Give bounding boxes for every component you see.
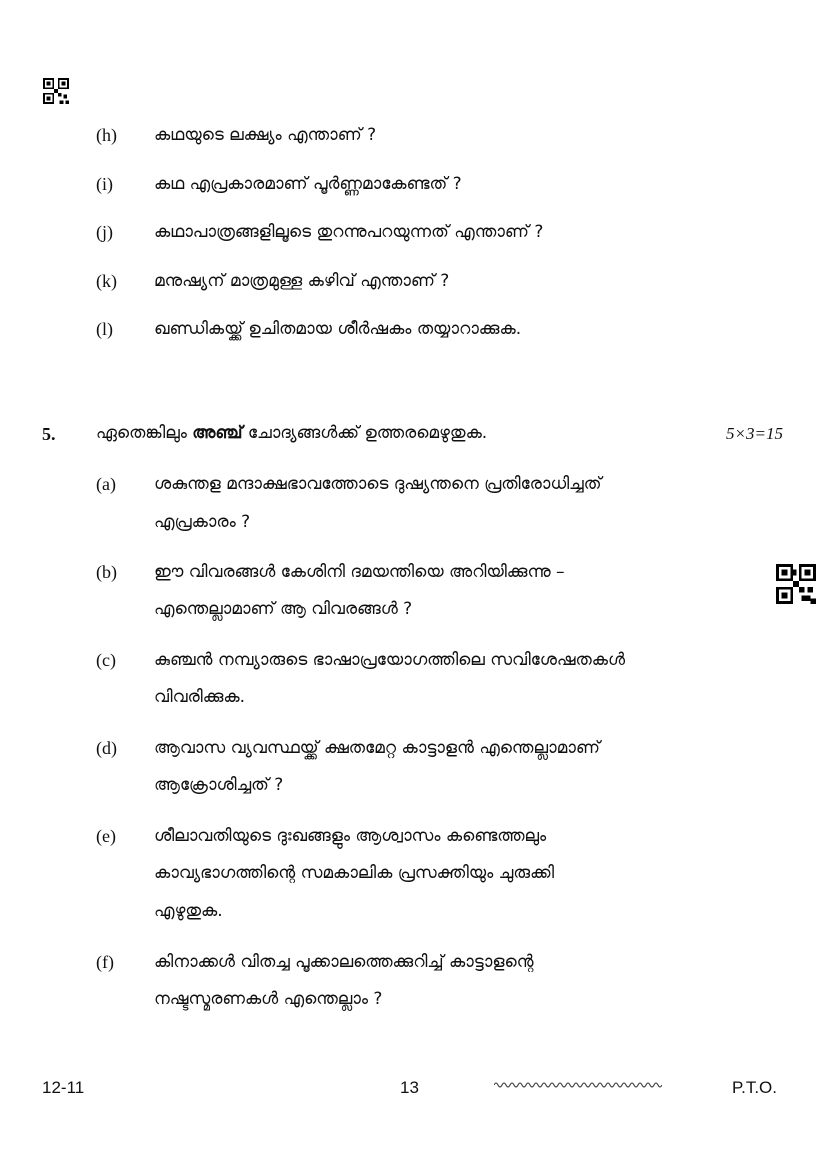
wavy-line-icon <box>494 1080 662 1090</box>
item-text-continued: ആക്രോശിച്ചത് ? <box>154 775 284 795</box>
item-label: (f) <box>96 952 114 972</box>
item-text: കുഞ്ചൻ നമ്പ്യാരുടെ ഭാഷാപ്രയോഗത്തിലെ സവിശേഷതകൾ <box>154 650 626 670</box>
instruction-end: ചോദ്യങ്ങൾക്ക് ഉത്തരമെഴുതുക. <box>242 423 488 443</box>
item-label: (e) <box>96 826 116 846</box>
item-text-continued: നഷ്ടസ്മരണകൾ എന്തെല്ലാം ? <box>154 989 383 1009</box>
item-label: (c) <box>96 650 116 670</box>
item-text: ഖണ്ഡികയ്ക്ക് ഉചിതമായ ശീർഷകം തയ്യാറാക്കുക. <box>154 319 522 339</box>
please-turn-over: P.T.O. <box>731 1078 777 1097</box>
question-number: 5. <box>42 424 56 444</box>
item-text-continued: എഴുതുക. <box>154 901 223 921</box>
qr-code-right-icon <box>776 564 816 604</box>
qr-code-top-left-icon <box>42 78 70 104</box>
item-label: (h) <box>96 125 117 145</box>
item-text: കഥാപാത്രങ്ങളിലൂടെ തുറന്നുപറയുന്നത് എന്താണ് ? <box>154 222 544 242</box>
item-text: കിനാക്കൾ വിതച്ച പൂക്കാലത്തെക്കുറിച്ച് കാട്ടാളന്റെ <box>154 952 534 972</box>
item-text: ശകുന്തള മന്ദാക്ഷഭാവത്തോടെ ദുഷ്യന്തനെ പ്രതിരോധിച്ചത് <box>154 474 602 494</box>
marks-allocation: 5×3=15 <box>726 424 783 443</box>
item-text-continued: വിവരിക്കുക. <box>154 687 246 707</box>
item-text: കഥയുടെ ലക്ഷ്യം എന്താണ് ? <box>154 125 377 145</box>
item-text: ആവാസ വ്യവസ്ഥയ്ക്ക് ക്ഷതമേറ്റ കാട്ടാളൻ എന്തെല്ലാമാണ് <box>154 738 600 758</box>
page-number: 13 <box>400 1078 419 1097</box>
instruction-start: ഏതെങ്കിലും <box>96 423 193 443</box>
question-instruction <box>96 423 487 443</box>
item-label: (k) <box>96 271 117 291</box>
item-label: (j) <box>96 222 113 242</box>
paper-code: 12-11 <box>42 1078 85 1097</box>
item-label: (i) <box>96 174 113 194</box>
item-text: ശീലാവതിയുടെ ദുഃഖങ്ങളും ആശ്വാസം കണ്ടെത്തലും <box>154 826 547 846</box>
item-text: കഥ എപ്രകാരമാണ് പൂർണ്ണമാകേണ്ടത് ? <box>154 174 462 194</box>
item-label: (a) <box>96 474 116 494</box>
item-text-continued: എന്തെല്ലാമാണ് ആ വിവരങ്ങൾ ? <box>154 599 413 619</box>
instruction-emphasis: അഞ്ച് <box>192 423 243 443</box>
item-text: മനുഷ്യന് മാത്രമുള്ള കഴിവ് എന്താണ് ? <box>154 271 450 291</box>
item-text: ഈ വിവരങ്ങൾ കേശിനി ദമയന്തിയെ അറിയിക്കുന്നു – <box>154 562 565 582</box>
item-label: (d) <box>96 738 117 758</box>
item-text-continued: കാവ്യഭാഗത്തിന്റെ സമകാലിക പ്രസക്തിയും ചുരുക്കി <box>154 863 555 883</box>
item-text-continued: എപ്രകാരം ? <box>154 512 251 532</box>
item-label: (b) <box>96 562 117 582</box>
item-label: (l) <box>96 319 113 339</box>
